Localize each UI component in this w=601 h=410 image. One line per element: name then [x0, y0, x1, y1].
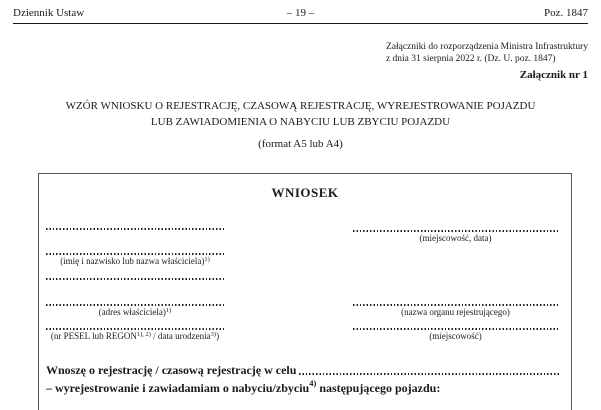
request-line1-text: Wnoszę o rejestrację / czasową rejestrację w celu	[46, 363, 297, 377]
journal-name: Dziennik Ustaw	[13, 7, 85, 19]
field-line-place-date	[353, 230, 558, 232]
caption-pesel-footref2: 3)	[210, 331, 217, 338]
caption-owner-name	[46, 257, 224, 267]
attachment-note-line2: z dnia 31 sierpnia 2022 r. (Dz. U. poz. 1847)	[385, 54, 556, 65]
request-line2-footref: 4)	[309, 378, 317, 388]
document-title-line2: LUB ZAWIADOMIENIA O NABYCIU LUB ZBYCIU POJAZDU	[150, 115, 451, 128]
caption-pesel-text3: )	[216, 331, 220, 341]
field-line-owner-address-2	[46, 304, 224, 306]
attachment-note	[386, 41, 588, 66]
caption-pesel-text2: / data urodzenia	[150, 331, 211, 341]
caption-place: (miejscowość)	[429, 331, 482, 341]
request-line2-text2: następującego pojazdu:	[316, 381, 441, 395]
field-line-owner-name-2	[46, 253, 224, 255]
caption-owner-address	[46, 308, 224, 318]
attachment-label: Załącznik nr 1	[519, 69, 588, 81]
caption-place-date: (miejscowość, data)	[419, 233, 492, 243]
form-box	[38, 173, 572, 410]
header-rule	[13, 23, 588, 24]
position-number: Poz. 1847	[544, 7, 588, 19]
field-line-authority	[353, 304, 558, 306]
document-title-line1: WZÓR WNIOSKU O REJESTRACJĘ, CZASOWĄ REJESTRACJĘ, WYREJESTROWANIE POJAZDU	[65, 100, 536, 112]
caption-owner-address-text: (adres właściciela)	[98, 307, 166, 317]
caption-authority: (nazwa organu rejestrującego)	[401, 307, 510, 317]
request-line1-fill-line	[299, 373, 560, 375]
attachment-note-line1: Załączniki do rozporządzenia Ministra Infrastruktury	[385, 42, 588, 52]
field-line-owner-address-1	[46, 278, 224, 280]
caption-owner-name-footref: 1)	[204, 256, 210, 263]
request-line2-text1: – wyrejestrowanie i zawiadamiam o nabyciu/zbyciu	[46, 381, 310, 395]
request-line2	[46, 378, 560, 396]
caption-pesel-text1: (nr PESEL lub REGON	[50, 331, 137, 341]
page-number: – 19 –	[286, 7, 315, 19]
field-line-owner-name-1	[46, 228, 224, 230]
document-title	[0, 99, 601, 131]
caption-owner-address-footref: 1)	[165, 307, 172, 314]
form-heading: WNIOSEK	[271, 185, 339, 200]
field-line-place	[353, 328, 558, 330]
request-line1	[46, 363, 560, 378]
format-note: (format A5 lub A4)	[258, 138, 343, 150]
caption-owner-name-text: (imię i nazwisko lub nazwa właściciela)	[60, 256, 205, 266]
caption-pesel	[46, 332, 224, 342]
caption-pesel-footref1: 1), 2)	[136, 331, 151, 338]
field-line-pesel	[46, 328, 224, 330]
